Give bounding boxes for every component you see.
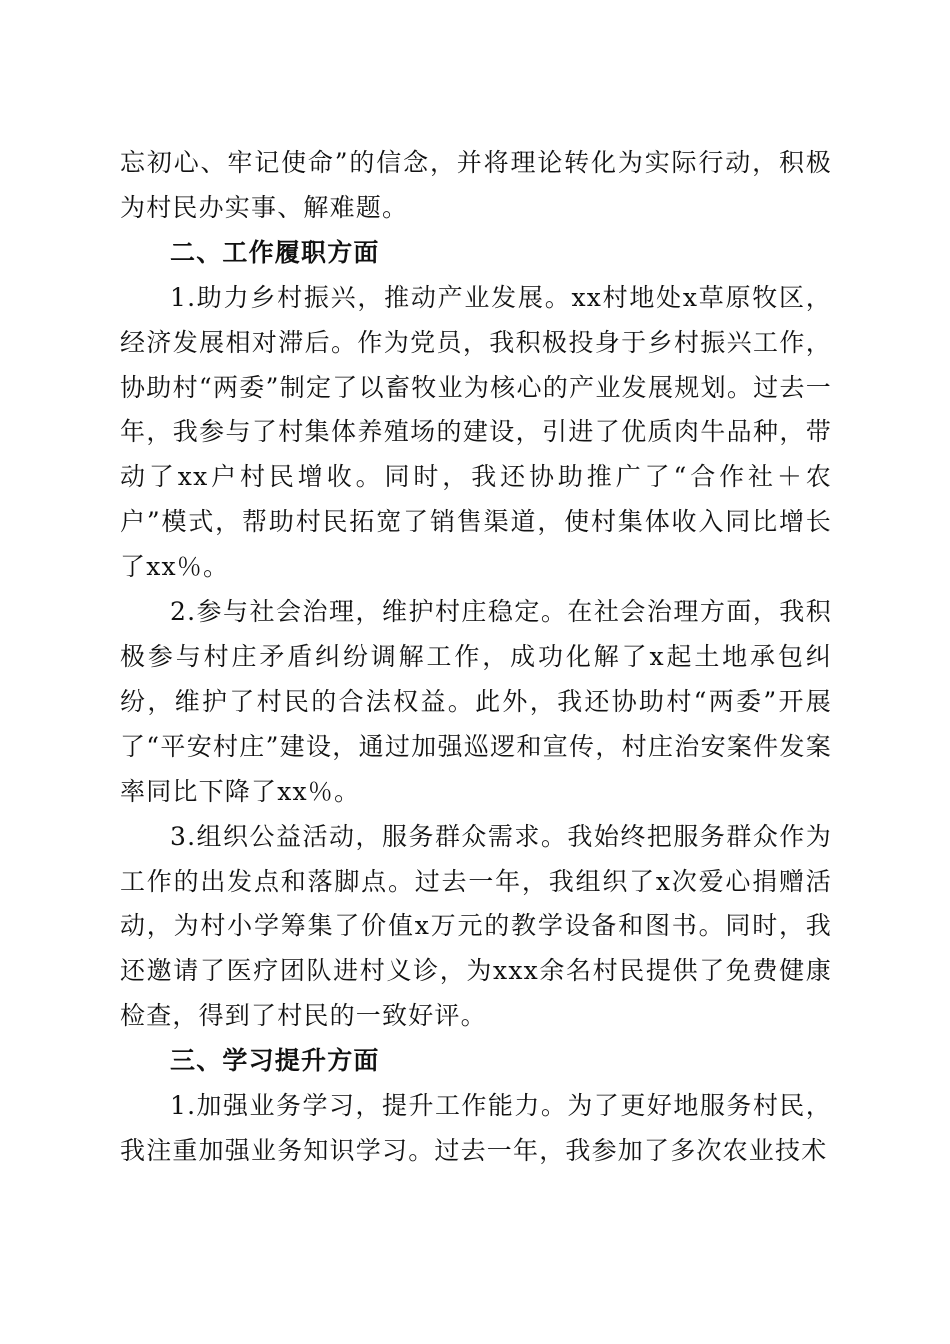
work-item-rural-revitalization: 1.助力乡村振兴，推动产业发展。xx村地处x草原牧区，经济发展相对滞后。作为党员，我积极投身于乡村振兴工作，协助村“两委”制定了以畜牧业为核心的产业发展规划。过去一年，我参与了村集体养殖场的建设，引进了优质肉牛品种，带动了xx户村民增收。同时，我还协助推广了“合作社＋农户”模式，帮助村民拓宽了销售渠道，使村集体收入同比增长了xx％。 bbox=[120, 282, 832, 582]
document-page bbox=[120, 141, 832, 1174]
section-heading-learning: 三、学习提升方面 bbox=[170, 1046, 380, 1076]
work-item-social-governance: 2.参与社会治理，维护村庄稳定。在社会治理方面，我积极参与村庄矛盾纠纷调解工作，成功化解了x起土地承包纠纷，维护了村民的合法权益。此外，我还协助村“两委”开展了“平安村庄”建设，通过加强巡逻和宣传，村庄治安案件发案率同比下降了xx％。 bbox=[120, 597, 832, 806]
work-item-public-welfare: 3.组织公益活动，服务群众需求。我始终把服务群众作为工作的出发点和落脚点。过去一年，我组织了x次爱心捐赠活动，为村小学筹集了价值x万元的教学设备和图书。同时，我还邀请了医疗团队进村义诊，为xxx余名村民提供了免费健康检查，得到了村民的一致好评。 bbox=[120, 821, 832, 1031]
learning-item-business-study: 1.加强业务学习，提升工作能力。为了更好地服务村民，我注重加强业务知识学习。过去一年，我参加了多次农业技术 bbox=[120, 1091, 832, 1165]
opening-paragraph: 忘初心、牢记使命”的信念，并将理论转化为实际行动，积极为村民办实事、解难题。 bbox=[120, 148, 832, 222]
section-heading-work-duties: 二、工作履职方面 bbox=[170, 237, 380, 267]
